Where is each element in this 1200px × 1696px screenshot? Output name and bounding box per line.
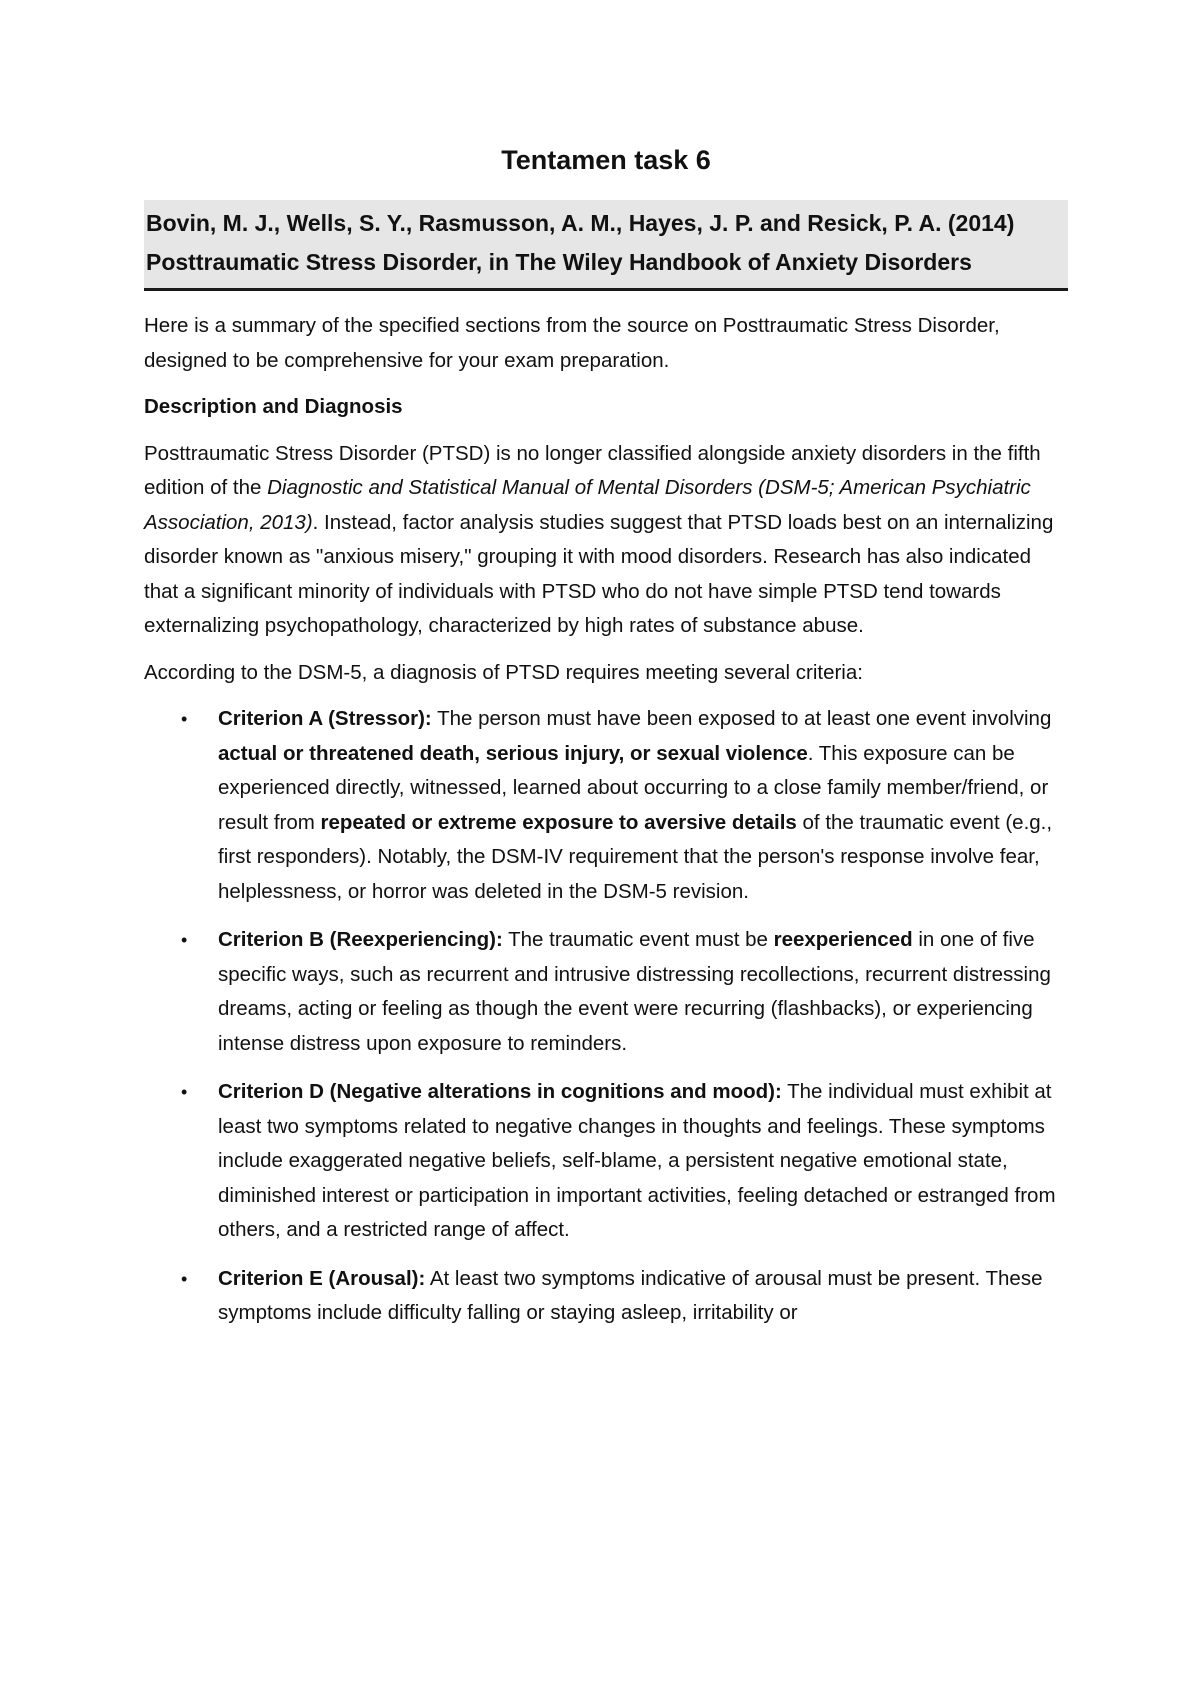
dsm-citation: Diagnostic and Statistical Manual of Mental Disorders (DSM-5; American Psychiatric Association, 2013) — [144, 476, 1031, 534]
criterion-label: Criterion D (Negative alterations in cognitions and mood): — [218, 1080, 782, 1103]
bullet-icon: • — [181, 1268, 188, 1289]
paragraph-text: . Instead, factor analysis studies suggest that PTSD loads best on an internalizing disorder known as "anxious misery," grouping it with mood disorders. Research has also indicated that a significant minority of individuals with PTSD who do not have simple PTSD tend towards externalizing psychopathology, characterized by high rates of substance abuse. — [144, 510, 1054, 637]
document-page — [144, 140, 1068, 1345]
paragraph-text: Posttraumatic Stress Disorder (PTSD) is no longer classified alongside anxiety disorders in the fifth edition of the — [144, 441, 1041, 499]
criterion-b-item — [144, 923, 1068, 1061]
criteria-intro-paragraph: According to the DSM-5, a diagnosis of PTSD requires meeting several criteria: — [144, 660, 863, 684]
intro-paragraph: Here is a summary of the specified sections from the source on Posttraumatic Stress Disorder, designed to be comprehensive for your exam preparation. — [144, 314, 1000, 372]
criterion-text: of the traumatic event (e.g., first responders). Notably, the DSM-IV requirement that the person's response involve fear, helplessness, or horror was deleted in the DSM-5 revision. — [218, 810, 1053, 903]
bullet-icon: • — [181, 709, 188, 729]
criterion-a-item — [144, 702, 1068, 909]
criterion-text: The individual must exhibit at least two symptoms related to negative changes in thoughts and feelings. These symptoms include exaggerated negative beliefs, self-blame, a persistent negative emotional state, diminished interest or participation in important activities, feeling detached or estranged from others, and a restricted range of affect. — [218, 1080, 1056, 1241]
criterion-d-item — [144, 1075, 1068, 1248]
criterion-text: . This exposure can be experienced directly, witnessed, learned about occurring to a close family member/friend, or result from — [218, 741, 1049, 834]
bullet-icon: • — [181, 930, 188, 950]
criterion-text: At least two symptoms indicative of arousal must be present. These symptoms include difficulty falling or staying asleep, irritability or — [218, 1266, 1043, 1324]
criterion-label: Criterion B (Reexperiencing): — [218, 928, 503, 951]
bullet-icon: • — [181, 1082, 188, 1102]
criterion-emphasis: repeated or extreme exposure to aversive details — [320, 810, 797, 834]
document-title: Tentamen task 6 — [501, 145, 711, 175]
criterion-e-item — [144, 1262, 1068, 1331]
criterion-text: The person must have been exposed to at least one event involving — [431, 707, 1052, 730]
ptsd-classification-paragraph — [144, 437, 1068, 644]
reference-heading: Bovin, M. J., Wells, S. Y., Rasmusson, A. M., Hayes, J. P. and Resick, P. A. (2014) Posttraumatic Stress Disorder, in The Wiley Handbook of Anxiety Disorders — [144, 200, 1068, 291]
section-heading: Description and Diagnosis — [144, 395, 403, 418]
criterion-label: Criterion A (Stressor): — [218, 707, 432, 730]
criterion-text: in one of five specific ways, such as recurrent and intrusive distressing recollections, recurrent distressing dreams, acting or feeling as though the event were recurring (flashbacks), or experiencing intense distress upon exposure to reminders. — [218, 928, 1051, 1055]
criterion-emphasis: actual or threatened death, serious injury, or sexual violence — [218, 741, 808, 765]
criterion-emphasis: reexperienced — [773, 928, 913, 951]
criterion-label: Criterion E (Arousal): — [218, 1266, 426, 1290]
criteria-list — [144, 702, 1068, 1331]
criterion-text: The traumatic event must be — [502, 928, 774, 951]
